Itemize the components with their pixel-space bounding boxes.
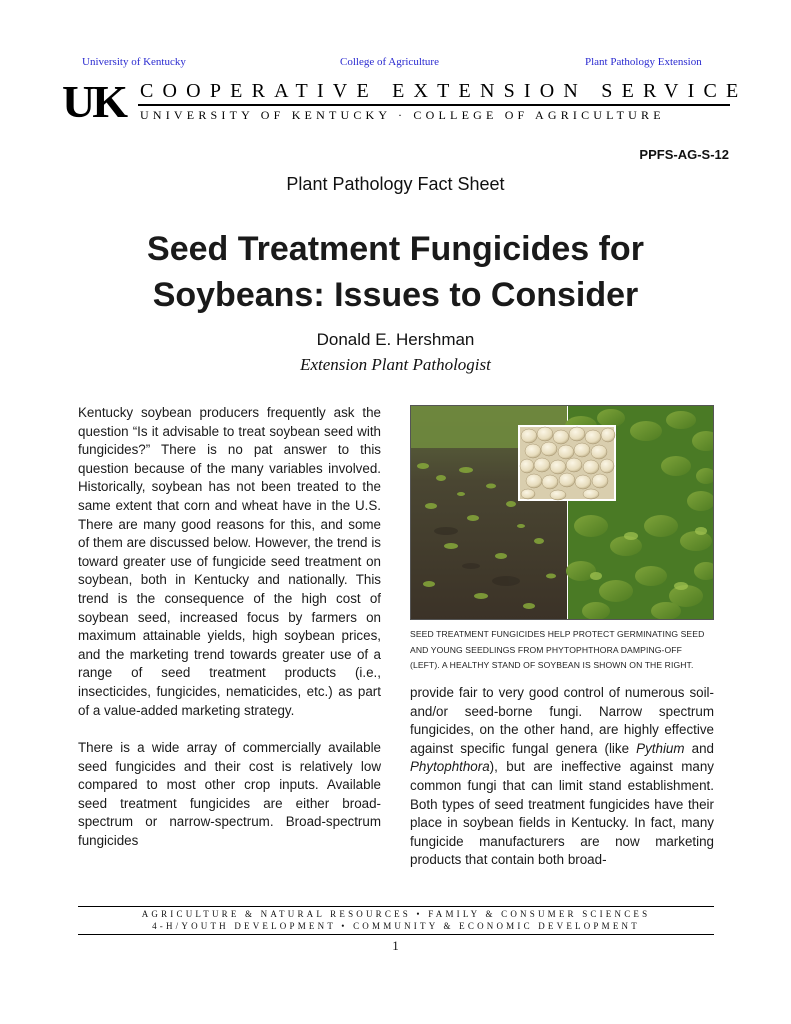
genus-pythium: Pythium <box>636 740 685 756</box>
right-column <box>410 684 714 870</box>
service-subtitle: UNIVERSITY OF KENTUCKY · COLLEGE OF AGRICULTURE <box>140 108 665 122</box>
footer-divider-bottom <box>78 934 714 935</box>
paragraph-2: There is a wide array of commercially available seed fungicides and their cost is relatively low compared to most other crop inputs. Available seed treatment fungicides are either broad-spectrum or narrow-spectrum. Broad-spectrum fungicides <box>78 740 381 849</box>
caption-italic: PHYTOPHTHORA <box>546 644 619 655</box>
photo-illustration <box>411 406 714 620</box>
paragraph-3 <box>410 684 714 870</box>
paragraph-1: Kentucky soybean producers frequently ask the question “Is it advisable to treat soybean seed with fungicides?” There is no pat answer to this question because of the many variables involved. Historically, soybean has not been treated to the same extent that corn and wheat have in the U.S. There are many good reasons for this, and some of them are discussed below. However, the trend is toward greater use of fungicide seed treatment on soybean, both in Kentucky and nationally. This trend is the consequence of the high cost of soybean seed, increased focus by farmers on maximum attainable yields, high soybean prices, and the marketing trend towards greater use of a range of seed treatment products (i.e., insecticides, fungicides, nematicides, etc.) as part of a value-added marketing strategy. <box>78 405 381 718</box>
extension-link[interactable]: Plant Pathology Extension <box>585 56 702 68</box>
left-column <box>78 404 381 870</box>
page-number: 1 <box>392 938 399 953</box>
title-line-1: Seed Treatment Fungicides for <box>147 230 644 268</box>
paragraph-3-text-e: ), but are ineffective against many common fungi that can limit stand establishment. Both types of seed treatment fungicides have their place in soybean fields in Kentucky. In fact, many fungicide manufacturers are now marketing products that contain both broad- <box>410 759 714 868</box>
caption-text-c: DAMPING-OFF (LEFT). A HEALTHY STAND OF SOYBEAN IS SHOWN ON THE RIGHT. <box>410 644 694 670</box>
service-title: COOPERATIVE EXTENSION SERVICE <box>140 80 748 102</box>
footer-programs-line-1: AGRICULTURE & NATURAL RESOURCES • FAMILY & CONSUMER SCIENCES <box>141 909 651 919</box>
footer-programs-line-2: 4-H/YOUTH DEVELOPMENT • COMMUNITY & ECONOMIC DEVELOPMENT <box>152 921 640 931</box>
document-code: PPFS-AG-S-12 <box>639 147 729 162</box>
paragraph-3-and: and <box>684 740 714 756</box>
footer-divider-top <box>78 906 714 907</box>
university-link[interactable]: University of Kentucky <box>82 56 186 68</box>
soybean-field-photo <box>410 405 714 620</box>
author-title: Extension Plant Pathologist <box>300 355 491 374</box>
title-line-2: Soybeans: Issues to Consider <box>152 276 639 314</box>
genus-phytophthora: Phytophthora <box>410 759 490 775</box>
series-title: Plant Pathology Fact Sheet <box>286 174 505 194</box>
author-name: Donald E. Hershman <box>316 330 475 349</box>
page-title <box>60 226 731 318</box>
college-link[interactable]: College of Agriculture <box>340 56 439 68</box>
figure-caption <box>410 627 714 674</box>
header-divider <box>138 104 730 106</box>
uk-logo: UK <box>62 76 125 127</box>
caption-text-a: SEED TREATMENT FUNGICIDES HELP PROTECT GERMINATING SEED AND YOUNG SEEDLINGS FROM <box>410 629 705 655</box>
paragraph-3-text-a: provide fair to very good control of numerous soil- and/or seed-borne fungi. Narrow spectrum fungicides, on the other hand, are highly effective against specific fungal genera (like <box>410 685 714 756</box>
